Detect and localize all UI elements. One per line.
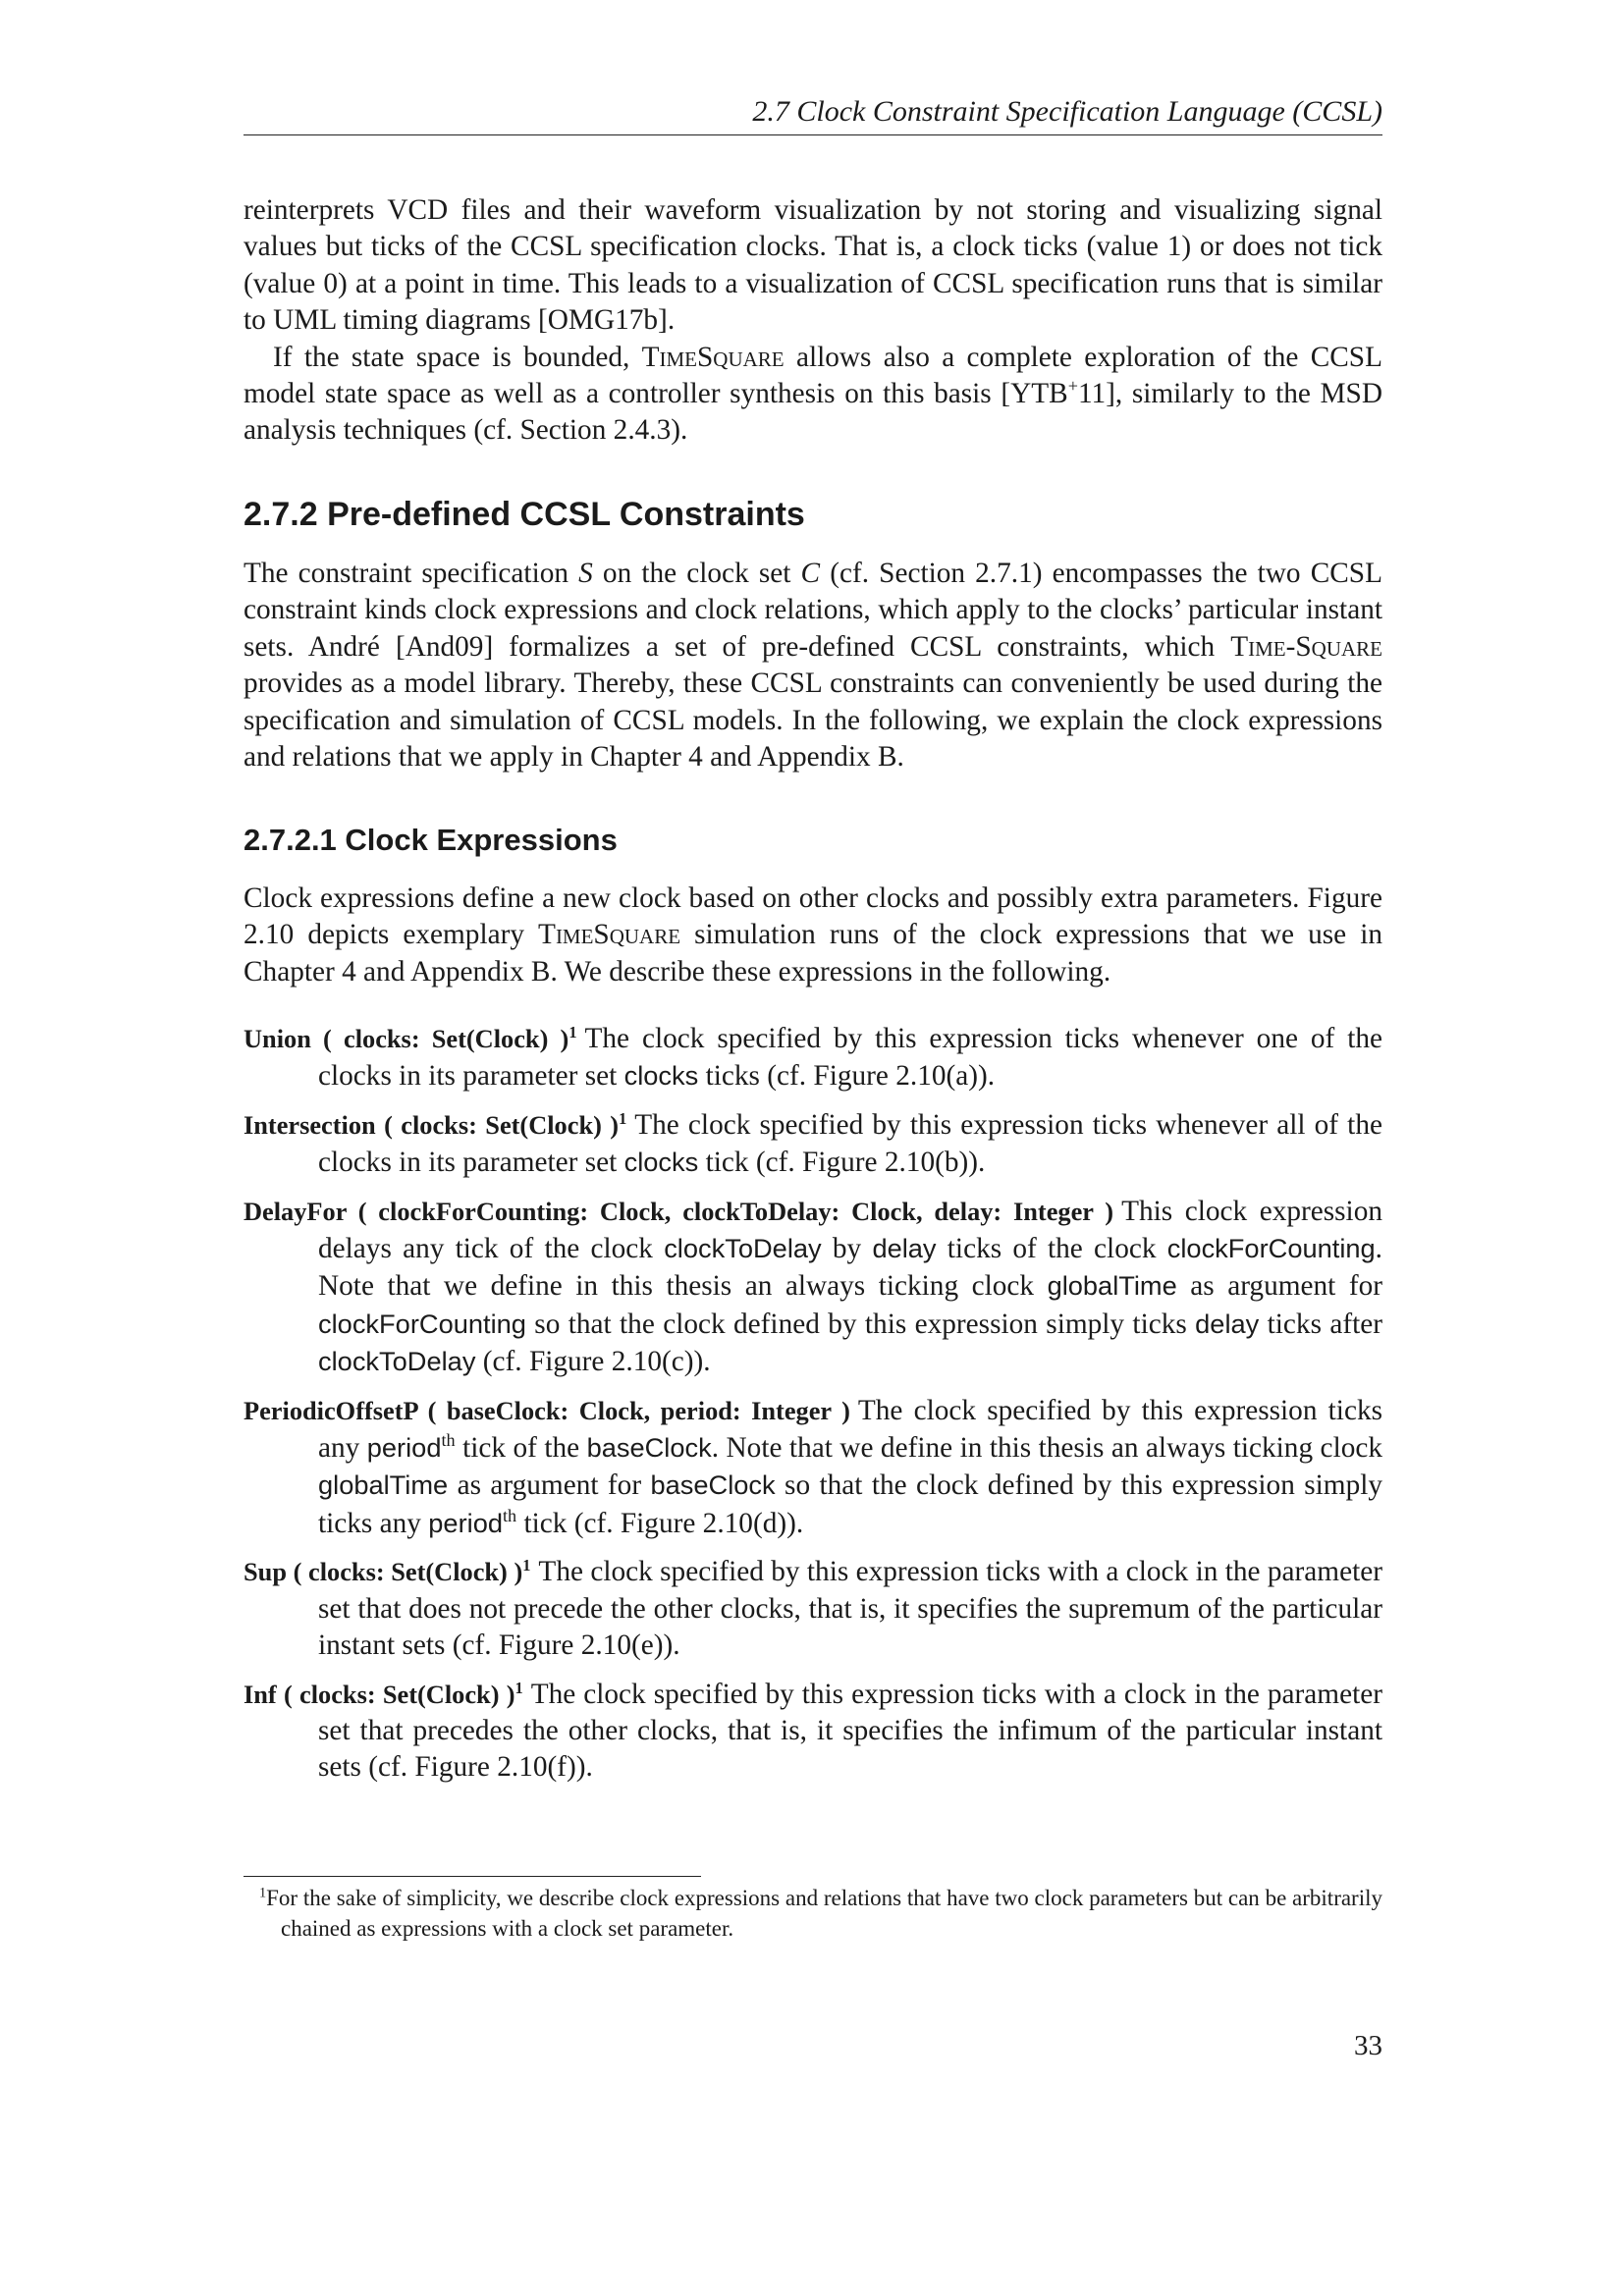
header-rule: [244, 134, 1382, 135]
definition-term: PeriodicOffsetP ( baseClock: Clock, period: Integer ): [244, 1396, 850, 1425]
section-paragraph: The constraint specification S on the clock set C (cf. Section 2.7.1) encompasses the two CCSL constraint kinds clock expressions and clock relations, which apply to the clocks’ particular instant sets. André [And09] formalizes a set of pre-defined CCSL constraints, which Time-Square provides as a model library. Thereby, these CCSL constraints can conveniently be used during the specification and simulation of CCSL models. In the following, we explain the clock expressions and relations that we apply in Chapter 4 and Appendix B.: [244, 558, 1382, 774]
definition-inf: Inf ( clocks: Set(Clock) )$^1$ The clock specified by this expression ticks with a clock in the parameter set that precedes the other clocks, that is, it specifies the infimum of the particular instant sets (cf. Figure 2.10(f)).: [244, 1678, 1382, 1784]
definition-term: Inf ( clocks: Set(Clock) )$^1$: [244, 1678, 523, 1709]
subsection-heading: 2.7.2.1 Clock Expressions: [244, 823, 618, 857]
intro-paragraph-1: reinterprets VCD files and their waveform visualization by not storing and visualizing signal values but ticks of the CCSL specification clocks. That is, a clock ticks (value 1) or does not tick (value 0) at a point in time. This leads to a visualization of CCSL specification runs that is similar to UML timing diagrams [OMG17b].: [244, 194, 1382, 337]
footnote-mark: 1: [259, 1885, 267, 1901]
timesquare-name: TimeSquare: [641, 341, 785, 373]
timesquare-name: Time-Square: [1230, 630, 1382, 663]
definition-term: DelayFor ( clockForCounting: Clock, clockToDelay: Clock, delay: Integer ): [244, 1197, 1114, 1226]
definition-sup: Sup ( clocks: Set(Clock) )$^1$ The clock specified by this expression ticks with a clock in the parameter set that does not precede the other clocks, that is, it specifies the supremum of the particular instant sets (cf. Figure 2.10(e)).: [244, 1556, 1382, 1662]
definition-delayfor: DelayFor ( clockForCounting: Clock, clockToDelay: Clock, delay: Integer ) This clock expression delays any tick of the clock clockToDelay by delay ticks of the clock clockForCounting. Note that we define in this thesis an always ticking clock globalTime as argument for clockForCounting so that the clock defined by this expression simply ticks delay ticks after clockToDelay (cf. Figure 2.10(c)).: [244, 1195, 1383, 1378]
definition-term: Union ( clocks: Set(Clock) )$^1$: [244, 1023, 577, 1053]
intro-text: [244, 192, 1382, 450]
footnote: $^1$For the sake of simplicity, we describe clock expressions and relations that have two clock parameters but can be arbitrarily chained as expressions with a clock set parameter.: [259, 1885, 1382, 1941]
page-number: 33: [1354, 2030, 1382, 2061]
definition-term: Sup ( clocks: Set(Clock) )$^1$: [244, 1556, 531, 1587]
definition-term: Intersection ( clocks: Set(Clock) )$^1$: [244, 1109, 627, 1140]
definition-periodicoffsetp: PeriodicOffsetP ( baseClock: Clock, period: Integer ) The clock specified by this expression ticks any period$^{th}$ tick of the baseClock. Note that we define in this thesis an always ticking clock globalTime as argument for baseClock so that the clock defined by this expression simply ticks any period$^{th}$ tick (cf. Figure 2.10(d)).: [244, 1394, 1383, 1539]
running-header: 2.7 Clock Constraint Specification Language (CCSL): [752, 95, 1382, 128]
section-heading: 2.7.2 Pre-defined CCSL Constraints: [244, 496, 805, 533]
definition-union: Union ( clocks: Set(Clock) )$^1$ The clock specified by this expression ticks whenever one of the clocks in its parameter set clocks ticks (cf. Figure 2.10(a)).: [244, 1023, 1382, 1093]
definition-list: [244, 1021, 1382, 1798]
footnote-rule: [244, 1876, 701, 1877]
subsection-paragraph: Clock expressions define a new clock based on other clocks and possibly extra parameters. Figure 2.10 depicts exemplary TimeSquare simulation runs of the clock expressions that we use in Chapter 4 and Appendix B. We describe these expressions in the following.: [244, 882, 1382, 988]
definition-intersection: Intersection ( clocks: Set(Clock) )$^1$ The clock specified by this expression ticks whenever all of the clocks in its parameter set clocks tick (cf. Figure 2.10(b)).: [244, 1108, 1382, 1179]
intro-paragraph-2: If the state space is bounded, TimeSquare allows also a complete exploration of the CCSL model state space as well as a controller synthesis on this basis [YTB+11], similarly to the MSD analysis techniques (cf. Section 2.4.3).: [244, 341, 1382, 447]
timesquare-name: TimeSquare: [538, 919, 681, 951]
